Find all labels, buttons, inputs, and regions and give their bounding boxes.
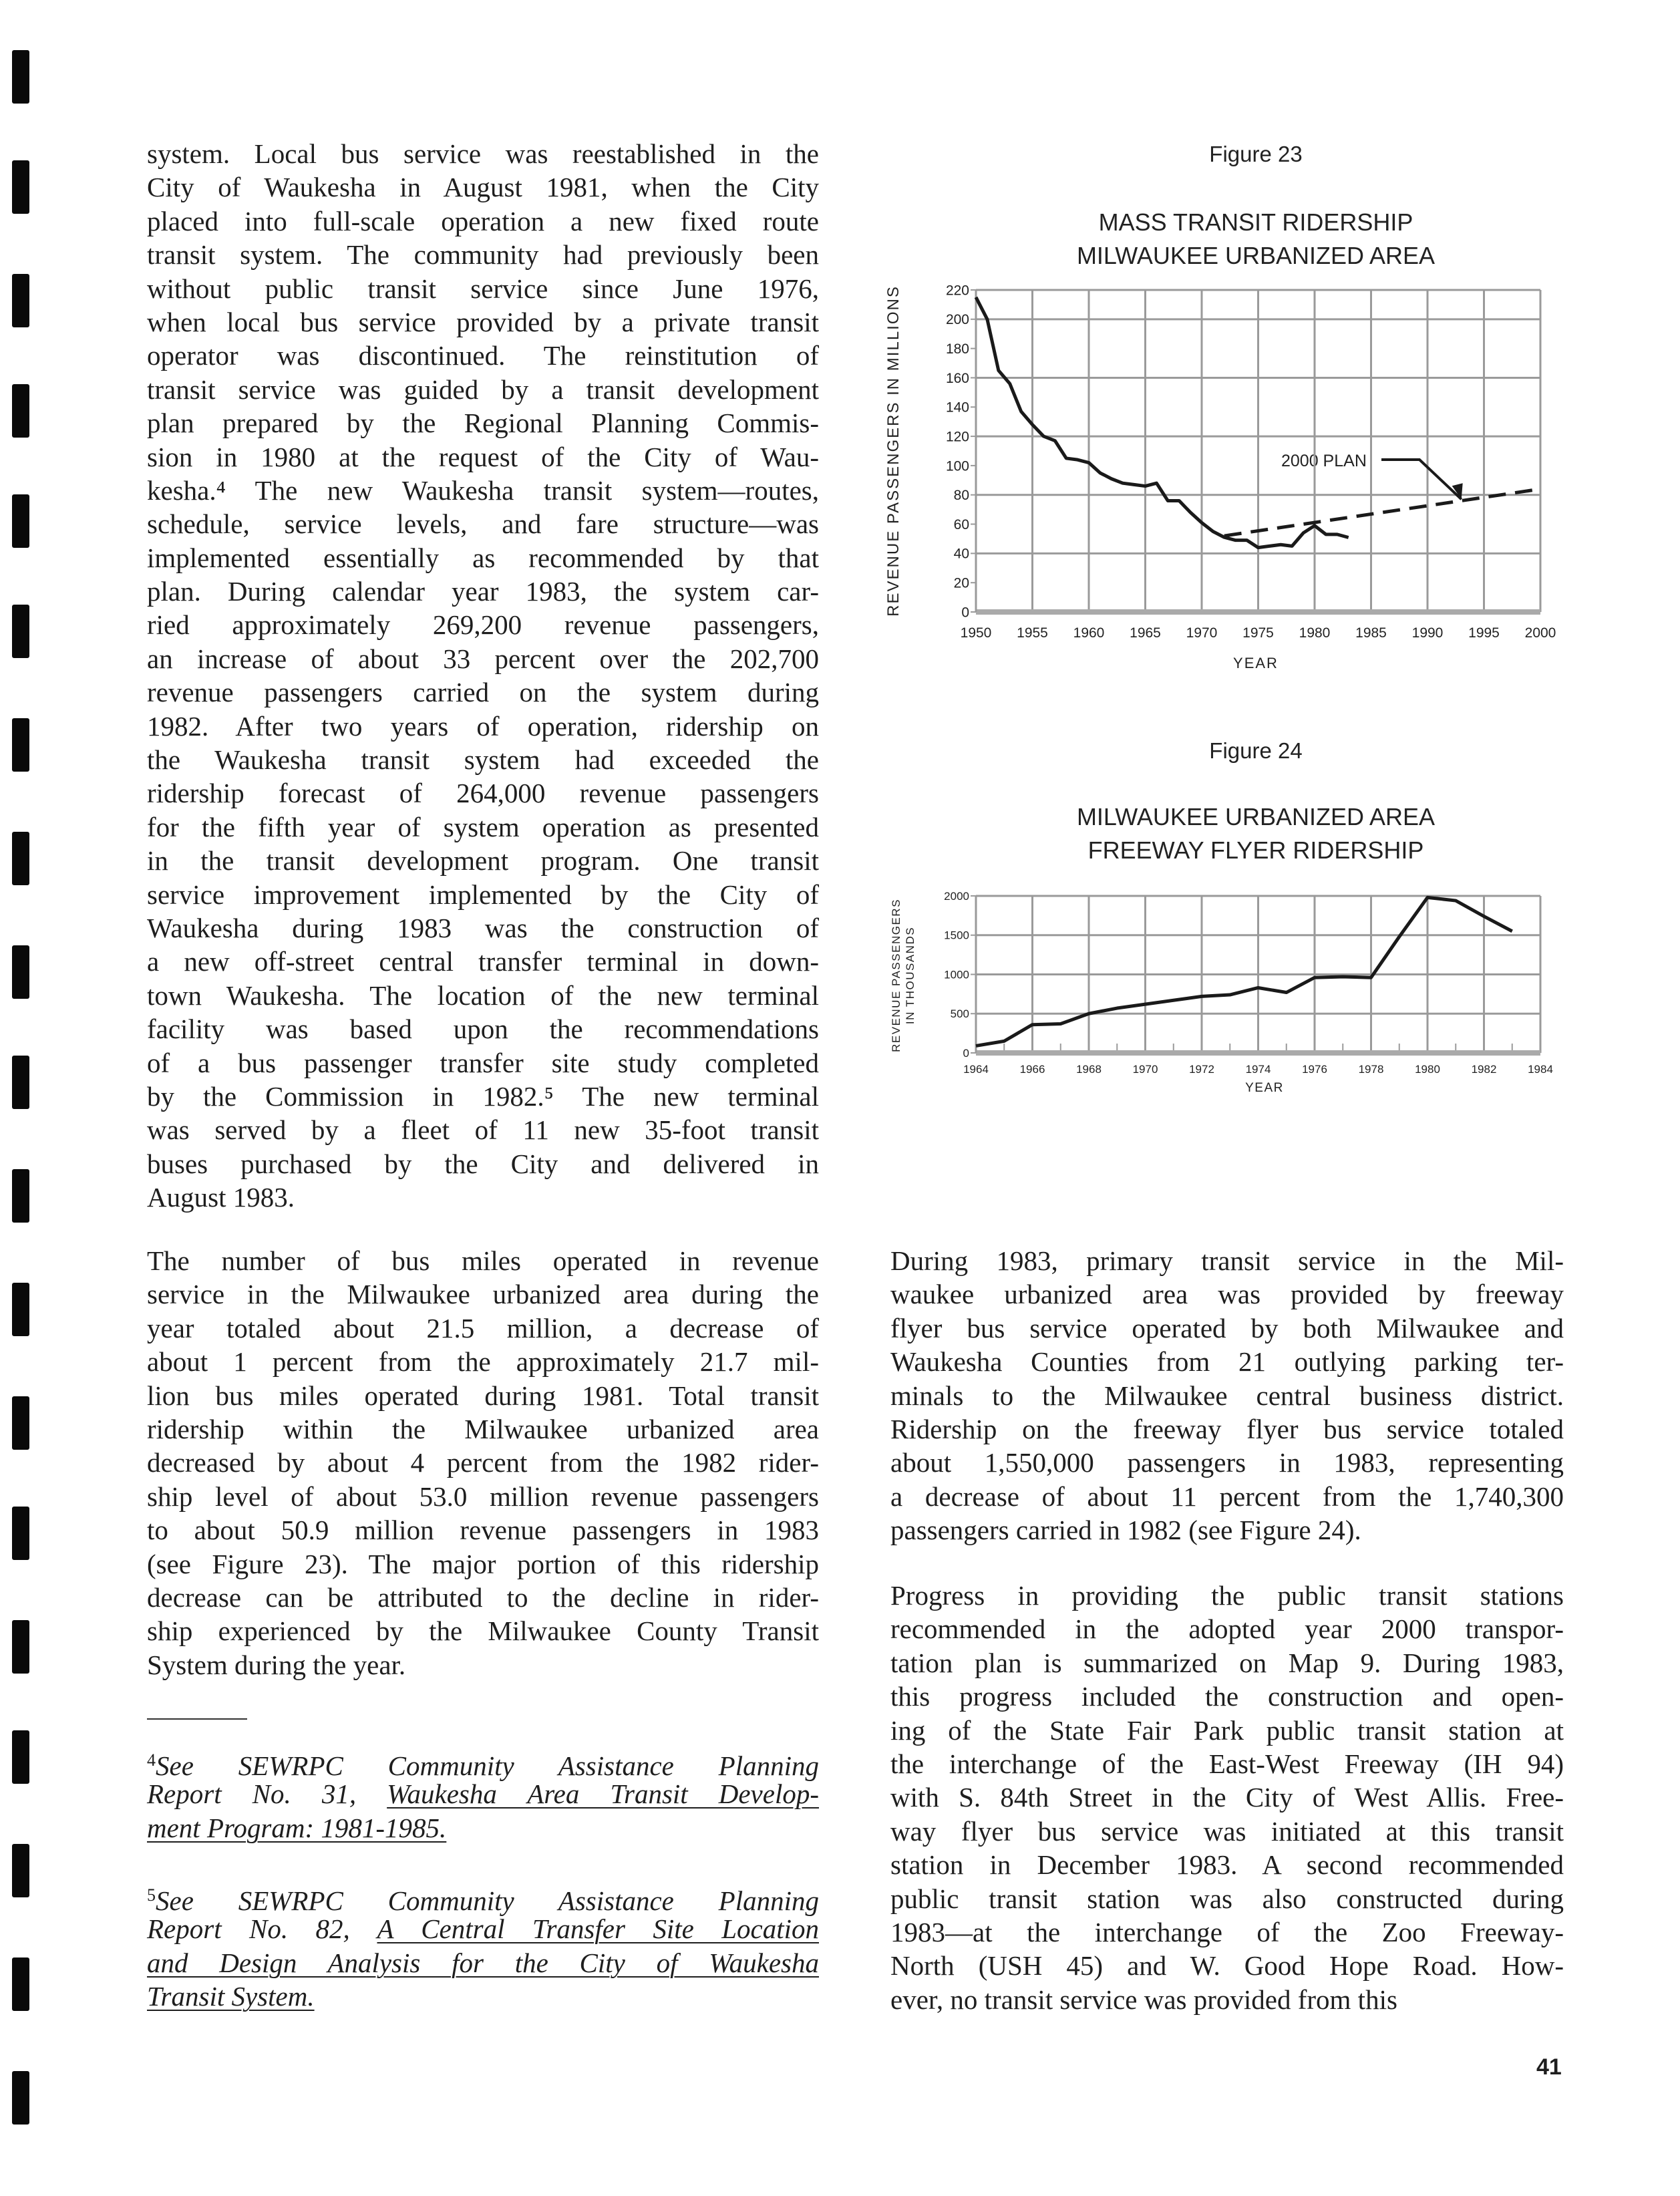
text-line: kesha.⁴ The new Waukesha transit system—routes,: [147, 474, 819, 506]
text-line: Progress in providing the public transit stations: [890, 1580, 1564, 1611]
footnote-line: [147, 1744, 819, 1781]
x-tick-label: 1955: [1017, 625, 1048, 641]
text-line: ried approximately 269,200 revenue passengers,: [147, 609, 819, 641]
binder-hole: [12, 1056, 29, 1109]
page-number: 41: [1536, 2054, 1562, 2080]
text-line: revenue passengers carried on the system during: [147, 677, 819, 708]
x-tick-label: 1990: [1411, 625, 1444, 641]
figure-23-title-line-1: MASS TRANSIT RIDERSHIP: [1098, 208, 1413, 236]
figure-23-title-line-2: MILWAUKEE URBANIZED AREA: [1076, 242, 1436, 269]
y-tick-label: 160: [945, 370, 969, 386]
binder-hole: [12, 2071, 29, 2125]
text-line: station in December 1983. A second recommended: [890, 1849, 1564, 1881]
footnote-text: Report No. 31,: [147, 1778, 387, 1810]
text-line: transit service was guided by a transit development: [147, 373, 819, 405]
text-line: operator was discontinued. The reinstitution of: [147, 340, 819, 371]
text-line: facility was based upon the recommendations: [147, 1013, 819, 1045]
x-tick-label: 1985: [1355, 625, 1387, 641]
fig23-ylabel: REVENUE PASSENGERS IN MILLIONS: [884, 285, 902, 617]
text-line: lion bus miles operated during 1981. Total transit: [147, 1380, 819, 1411]
text-line: an increase of about 33 percent over the 202,700: [147, 643, 819, 674]
text-line: public transit station was also constructed during: [890, 1883, 1564, 1914]
x-tick-label: 2000: [1524, 625, 1556, 641]
binder-hole: [12, 1396, 29, 1450]
y-tick-label: 100: [945, 458, 969, 474]
y-tick-label: 1500: [944, 929, 969, 942]
binder-hole: [12, 605, 29, 658]
x-tick-label: 1968: [1076, 1063, 1102, 1076]
binder-hole: [12, 384, 29, 438]
text-line: by the Commission in 1982.⁵ The new terminal: [147, 1080, 819, 1112]
x-tick-label: 1965: [1130, 625, 1161, 641]
annotation-arrow: [1381, 460, 1462, 499]
text-line: recommended in the adopted year 2000 transpor-: [890, 1613, 1564, 1645]
text-line: plan. During calendar year 1983, the system car-: [147, 576, 819, 607]
footnote-mark: 4: [147, 1750, 156, 1770]
text-line: Waukesha Counties from 21 outlying parking ter-: [890, 1346, 1564, 1378]
text-line: ship level of about 53.0 million revenue passengers: [147, 1480, 819, 1512]
text-line: about 1 percent from the approximately 21.7 mil-: [147, 1346, 819, 1378]
footnote-line: [147, 1879, 819, 1916]
text-line: City of Waukesha in August 1981, when the City: [147, 172, 819, 203]
text-line: passengers carried in 1982 (see Figure 24).: [890, 1515, 1361, 1546]
x-tick-label: 1980: [1415, 1063, 1440, 1076]
footnote-text: Report No. 82,: [147, 1913, 377, 1945]
text-line: ridership within the Milwaukee urbanized area: [147, 1413, 819, 1444]
y-tick-label: 1000: [944, 968, 969, 981]
text-line: year totaled about 21.5 million, a decrease of: [147, 1312, 819, 1344]
left-paragraph-1: [147, 137, 819, 1215]
footnote-rule: [147, 1718, 247, 1720]
x-tick-label: 1982: [1471, 1063, 1497, 1076]
figure-24-title-line-1: MILWAUKEE URBANIZED AREA: [1076, 803, 1436, 830]
text-line: town Waukesha. The location of the new terminal: [147, 979, 819, 1011]
text-line: with S. 84th Street in the City of West Allis. Free-: [890, 1782, 1564, 1813]
text-line: service improvement implemented by the City of: [147, 879, 819, 910]
text-line: transit system. The community had previously been: [147, 239, 819, 271]
footnote-mark: 5: [147, 1885, 156, 1905]
text-line: decrease can be attributed to the decline in rider-: [147, 1581, 819, 1613]
y-tick-label: 80: [953, 488, 969, 504]
binder-hole: [12, 160, 29, 214]
fig23-plan-annotation: 2000 PLAN: [1281, 452, 1367, 470]
text-line: schedule, service levels, and fare structure—was: [147, 508, 819, 540]
text-line: minals to the Milwaukee central business district.: [890, 1380, 1564, 1411]
text-line: plan prepared by the Regional Planning Commis-: [147, 408, 819, 439]
y-tick-label: 220: [945, 283, 969, 299]
text-line: 1982. After two years of operation, ridership on: [147, 710, 819, 742]
figure-24-label: Figure 24: [1209, 738, 1303, 763]
text-line: flyer bus service operated by both Milwaukee and: [890, 1312, 1564, 1344]
text-line: 1983—at the interchange of the Zoo Freeway-: [890, 1916, 1564, 1947]
text-line: North (USH 45) and W. Good Hope Road. How-: [890, 1950, 1564, 1982]
text-line: Waukesha during 1983 was the construction of: [147, 912, 819, 943]
binder-hole: [12, 1844, 29, 1897]
binder-hole: [12, 1957, 29, 2011]
text-line: without public transit service since June 1976,: [147, 273, 819, 304]
fig24-ylabel-line-2: IN THOUSANDS: [904, 926, 916, 1025]
x-tick-label: 1960: [1073, 625, 1105, 641]
footnote-4: [147, 1744, 819, 1845]
text-line: ing of the State Fair Park public transit station at: [890, 1714, 1564, 1746]
y-tick-label: 2000: [944, 889, 969, 903]
x-tick-label: 1975: [1242, 625, 1274, 641]
text-line: to about 50.9 million revenue passengers in 1983: [147, 1515, 819, 1546]
text-line: system. Local bus service was reestablished in the: [147, 138, 819, 169]
y-tick-label: 120: [945, 429, 969, 445]
binder-hole: [12, 945, 29, 999]
binder-hole: [12, 1620, 29, 1674]
x-tick-label: 1972: [1189, 1063, 1214, 1076]
binder-hole: [12, 718, 29, 772]
x-tick-label: 1978: [1358, 1063, 1384, 1076]
text-line: in the transit development program. One transit: [147, 845, 819, 877]
x-tick-label: 1950: [960, 625, 992, 641]
binder-hole: [12, 1507, 29, 1560]
text-line: Ridership on the freeway flyer bus service totaled: [890, 1413, 1564, 1444]
footnote-line: [147, 1946, 819, 1980]
footnote-line: [147, 1777, 819, 1811]
y-tick-label: 40: [953, 546, 969, 562]
y-tick-label: 0: [961, 605, 969, 621]
text-line: decreased by about 4 percent from the 1982 rider-: [147, 1447, 819, 1478]
x-tick-label: 1970: [1186, 625, 1218, 641]
text-line: when local bus service provided by a private transit: [147, 306, 819, 337]
footnote-report-title: and Design Analysis for the City of Waukesha: [147, 1947, 819, 1978]
footnote-line: [147, 1980, 819, 2013]
text-line: System during the year.: [147, 1649, 406, 1680]
figure-23-label: Figure 23: [1209, 142, 1303, 166]
text-line: tation plan is summarized on Map 9. During 1983,: [890, 1647, 1564, 1678]
text-line: waukee urbanized area was provided by freeway: [890, 1279, 1564, 1310]
text-line: a new off-street central transfer terminal in down-: [147, 946, 819, 977]
y-tick-label: 20: [953, 575, 969, 591]
right-paragraph-2: [890, 1579, 1564, 2016]
text-line: The number of bus miles operated in revenue: [147, 1245, 819, 1276]
text-line: the Waukesha transit system had exceeded the: [147, 744, 819, 776]
left-paragraph-2: [147, 1244, 819, 1682]
fig24-xlabel: YEAR: [1245, 1081, 1284, 1095]
footnote-text: See SEWRPC Community Assistance Planning: [156, 1885, 819, 1916]
x-tick-label: 1974: [1245, 1063, 1271, 1076]
binder-hole: [12, 832, 29, 885]
text-line: ship experienced by the Milwaukee County Transit: [147, 1615, 819, 1647]
footnote-report-title: A Central Transfer Site Location: [377, 1913, 819, 1945]
text-line: about 1,550,000 passengers in 1983, representing: [890, 1447, 1564, 1478]
footnote-line: [147, 1811, 819, 1845]
fig24-ylabel-line-1: REVENUE PASSENGERS: [890, 899, 902, 1052]
data-series-line: [976, 297, 1349, 548]
text-line: the interchange of the East-West Freeway (IH 94): [890, 1748, 1564, 1779]
data-series-line: [976, 897, 1512, 1046]
footnote-report-title: Waukesha Area Transit Develop-: [387, 1778, 819, 1810]
text-line: was served by a fleet of 11 new 35-foot transit: [147, 1114, 819, 1146]
right-paragraph-1: [890, 1244, 1564, 1547]
text-line: service in the Milwaukee urbanized area during the: [147, 1279, 819, 1310]
y-tick-label: 500: [950, 1007, 969, 1021]
x-tick-label: 1984: [1528, 1063, 1553, 1076]
text-line: August 1983.: [147, 1182, 295, 1213]
text-line: sion in 1980 at the request of the City of Wau-: [147, 441, 819, 472]
x-tick-label: 1964: [963, 1063, 989, 1076]
text-line: ridership forecast of 264,000 revenue passengers: [147, 778, 819, 809]
x-tick-label: 1976: [1302, 1063, 1327, 1076]
binder-hole: [12, 50, 29, 104]
x-tick-label: 1980: [1299, 625, 1331, 641]
text-line: During 1983, primary transit service in the Mil-: [890, 1245, 1564, 1276]
fig23-xlabel: YEAR: [1233, 655, 1279, 671]
x-tick-label: 1995: [1468, 625, 1500, 641]
binder-hole: [12, 274, 29, 327]
footnote-report-title: Transit System.: [147, 1981, 315, 2012]
text-line: (see Figure 23). The major portion of this ridership: [147, 1548, 819, 1579]
footnote-5: [147, 1879, 819, 2014]
text-line: placed into full-scale operation a new fixed route: [147, 205, 819, 237]
y-tick-label: 0: [963, 1046, 969, 1060]
y-tick-label: 200: [945, 312, 969, 328]
arrowhead-icon: [1452, 483, 1463, 499]
binder-hole: [12, 494, 29, 548]
text-line: of a bus passenger transfer site study completed: [147, 1047, 819, 1078]
footnote-text: See SEWRPC Community Assistance Planning: [156, 1750, 819, 1781]
figure-24-title-line-2: FREEWAY FLYER RIDERSHIP: [1087, 836, 1424, 864]
text-line: for the fifth year of system operation as presented: [147, 811, 819, 842]
text-line: implemented essentially as recommended by that: [147, 542, 819, 573]
binder-hole: [12, 1283, 29, 1336]
text-line: ever, no transit service was provided from this: [890, 1984, 1397, 2015]
text-line: way flyer bus service was initiated at this transit: [890, 1815, 1564, 1847]
text-line: buses purchased by the City and delivered in: [147, 1148, 819, 1179]
footnote-line: [147, 1912, 819, 1945]
x-tick-label: 1966: [1019, 1063, 1045, 1076]
y-tick-label: 140: [945, 400, 969, 416]
footnote-report-title: ment Program: 1981-1985.: [147, 1812, 447, 1843]
plan-series-line: [1224, 489, 1540, 536]
y-tick-label: 180: [945, 341, 969, 357]
x-tick-label: 1970: [1132, 1063, 1158, 1076]
binder-hole: [12, 1730, 29, 1784]
binder-hole: [12, 1169, 29, 1223]
y-tick-label: 60: [953, 516, 969, 532]
text-line: this progress included the construction and open-: [890, 1681, 1564, 1712]
text-line: a decrease of about 11 percent from the 1,740,300: [890, 1480, 1564, 1512]
